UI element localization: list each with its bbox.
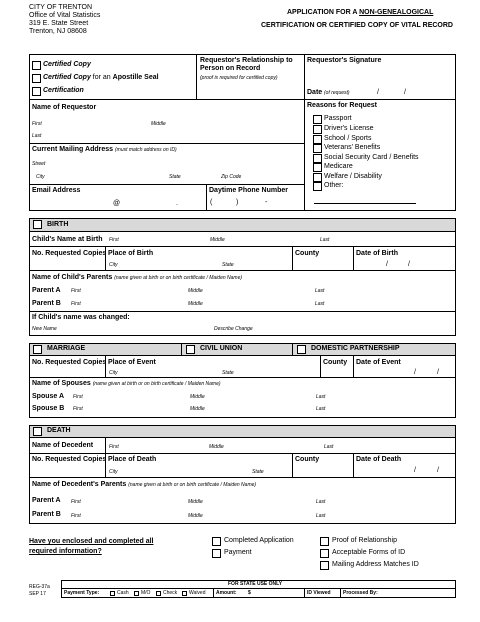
spouse-a-label: Spouse A [32, 393, 65, 400]
waived-label: Waived [189, 590, 206, 596]
form-title [287, 9, 433, 16]
parent-a-first: First [71, 288, 81, 294]
date-note: (of request) [324, 90, 350, 96]
death-header: DEATH [47, 427, 71, 434]
parent-a-middle: Middle [188, 288, 203, 294]
death-city: City [109, 469, 118, 475]
mailing-street: Street [32, 161, 46, 167]
reasons-label: Reasons for Request [307, 102, 378, 109]
phone-label: Daytime Phone Number [209, 187, 288, 194]
certification-checkbox[interactable] [32, 87, 41, 96]
reason-ssn-checkbox[interactable] [313, 154, 322, 163]
marriage-date-slash-2: / [437, 369, 439, 376]
date-slash-2: / [404, 89, 406, 96]
spouse-a-middle: Middle [190, 394, 205, 400]
decedent-parent-a-first: First [71, 499, 81, 505]
reason-passport-checkbox[interactable] [313, 115, 322, 124]
domestic-partnership-header: DOMESTIC PARTNERSHIP [311, 345, 400, 352]
apostille-label [43, 74, 159, 81]
birth-date-slash-2: / [408, 261, 410, 268]
mailing-zip: Zip Code [221, 174, 242, 180]
decedent-last: Last [324, 444, 334, 450]
child-parents-label [32, 274, 242, 281]
marriage-date-label: Date of Event [356, 359, 401, 366]
parent-a-last: Last [315, 288, 325, 294]
apostille-checkbox[interactable] [32, 74, 41, 83]
phone-open: ( [210, 199, 213, 206]
decedent-parent-b-middle: Middle [188, 513, 203, 519]
apostille-suffix: Apostille Seal [112, 74, 159, 81]
spouse-b-label: Spouse B [32, 405, 65, 412]
reason-welfare: Welfare / Disability [324, 173, 382, 180]
child-parents-note: (name given at birth or on birth certificate / Maiden Name) [114, 275, 243, 281]
reason-other-line[interactable] [314, 203, 416, 204]
amount-dollar: $ [248, 590, 251, 596]
civil-union-header: CIVIL UNION [200, 345, 243, 352]
forms-id-label: Acceptable Forms of ID [332, 549, 406, 556]
name-changed-label: If Child's name was changed: [32, 314, 130, 321]
birth-city: City [109, 262, 118, 268]
mailing-label-text: Current Mailing Address [32, 146, 114, 153]
decedent-parents-label-text: Name of Decedent's Parents [32, 481, 127, 488]
completed-application-label: Completed Application [224, 537, 294, 544]
proof-relationship-checkbox[interactable] [320, 537, 329, 546]
decedent-parent-a-label: Parent A [32, 497, 61, 504]
reason-license: Driver's License [324, 125, 374, 132]
agency-city: Trenton, NJ 08608 [29, 28, 87, 35]
agency-office: Office of Vital Statistics [29, 12, 101, 19]
decedent-name-label: Name of Decedent [32, 442, 94, 449]
civil-union-checkbox[interactable] [186, 345, 195, 354]
phone-dash: - [265, 199, 268, 206]
reason-school-checkbox[interactable] [313, 135, 322, 144]
mailing-note: (must match address on ID) [114, 147, 177, 153]
death-checkbox[interactable] [33, 427, 42, 436]
check-checkbox[interactable] [156, 591, 161, 596]
spouse-b-last: Last [316, 406, 326, 412]
child-parents-label-text: Name of Child's Parents [32, 274, 113, 281]
form-subtitle: CERTIFICATION OR CERTIFIED COPY OF VITAL RECORD [261, 22, 453, 29]
payment-checkbox[interactable] [212, 549, 221, 558]
child-name-label: Child's Name at Birth [32, 236, 103, 243]
marriage-checkbox[interactable] [33, 345, 42, 354]
decedent-parents-note: (name given at birth or on birth certificate / Maiden Name) [128, 482, 257, 488]
death-section [29, 425, 456, 524]
marriage-copies-label: No. Requested Copies [32, 359, 107, 366]
death-state: State [252, 469, 264, 475]
mo-label: M/O [141, 590, 151, 596]
amount-label: Amount: [216, 590, 237, 596]
relationship-label-2: Person on Record [200, 65, 261, 72]
parent-a-label: Parent A [32, 287, 61, 294]
form-number: REG-37a [29, 584, 50, 590]
death-date-label: Date of Death [356, 456, 402, 463]
form-revision: SEP 17 [29, 591, 46, 597]
spouses-label [32, 380, 221, 387]
agency-name: CITY OF TRENTON [29, 4, 93, 11]
new-name-label: New Name [32, 326, 57, 332]
requestor-last: Last [32, 133, 42, 139]
checklist-question-2: required information? [29, 548, 102, 555]
form-title-prefix: APPLICATION FOR A [287, 9, 360, 16]
relationship-label-1: Requestor's Relationship to [200, 57, 293, 64]
checklist-question-1: Have you enclosed and completed all [29, 538, 154, 545]
mailing-matches-checkbox[interactable] [320, 561, 329, 570]
reason-welfare-checkbox[interactable] [313, 173, 322, 182]
reason-ssn: Social Security Card / Benefits [324, 154, 419, 161]
death-date-slash-2: / [437, 467, 439, 474]
reason-other-checkbox[interactable] [313, 182, 322, 191]
completed-application-checkbox[interactable] [212, 537, 221, 546]
decedent-parent-b-label: Parent B [32, 511, 61, 518]
parent-b-last: Last [315, 301, 325, 307]
cash-label: Cash [117, 590, 129, 596]
decedent-parent-a-last: Last [316, 499, 326, 505]
mo-checkbox[interactable] [134, 591, 139, 596]
payment-label: Payment [224, 549, 252, 556]
apostille-for: for an [90, 74, 113, 81]
form-title-underlined: NON-GENEALOGICAL [359, 9, 434, 16]
decedent-parents-label [32, 481, 256, 488]
death-header-bar [29, 425, 456, 438]
death-county-label: County [295, 456, 320, 463]
date-slash-1: / [377, 89, 379, 96]
decedent-parent-b-first: First [71, 513, 81, 519]
decedent-parent-b-last: Last [316, 513, 326, 519]
state-use-label: FOR STATE USE ONLY [228, 581, 283, 587]
marriage-city: City [109, 370, 118, 376]
waived-checkbox[interactable] [182, 591, 187, 596]
certification-label: Certification [43, 87, 84, 94]
phone-close: ) [236, 199, 239, 206]
child-last: Last [320, 237, 330, 243]
spouses-note: (name given at birth or on birth certificate / Maiden Name) [92, 381, 221, 387]
decedent-first: First [109, 444, 119, 450]
birth-header-bar [29, 218, 456, 232]
relationship-note: (proof is required for certified copy) [200, 75, 278, 81]
proof-relationship-label: Proof of Relationship [332, 537, 397, 544]
spouse-b-middle: Middle [190, 406, 205, 412]
mailing-state: State [169, 174, 181, 180]
agency-street: 319 E. State Street [29, 20, 89, 27]
birth-date-slash-1: / [386, 261, 388, 268]
spouses-label-text: Name of Spouses [32, 380, 91, 387]
apostille-prefix: Certified Copy [43, 74, 91, 81]
mailing-city: City [36, 174, 45, 180]
birth-header: BIRTH [47, 221, 69, 228]
child-middle: Middle [210, 237, 225, 243]
email-dot: . [176, 200, 178, 207]
reason-medicare: Medicare [324, 163, 353, 170]
check-label: Check [163, 590, 178, 596]
spouse-a-first: First [73, 394, 83, 400]
reason-license-checkbox[interactable] [313, 125, 322, 134]
date-label: Date [307, 89, 323, 96]
reason-passport: Passport [324, 115, 352, 122]
birth-county-label: County [295, 250, 320, 257]
mailing-label [32, 146, 177, 153]
marriage-place-label: Place of Event [108, 359, 156, 366]
certified-copy-label: Certified Copy [43, 61, 91, 68]
reason-school: School / Sports [324, 135, 372, 142]
email-at: @ [113, 200, 121, 207]
spouse-a-last: Last [316, 394, 326, 400]
decedent-parent-a-middle: Middle [188, 499, 203, 505]
marriage-date-slash-1: / [414, 369, 416, 376]
describe-change-label: Describe Change [214, 326, 253, 332]
marriage-state: State [222, 370, 234, 376]
reason-other: Other: [324, 182, 344, 189]
requestor-middle: Middle [151, 121, 166, 127]
certified-copy-checkbox[interactable] [32, 61, 41, 70]
birth-state: State [222, 262, 234, 268]
mailing-matches-label: Mailing Address Matches ID [332, 561, 419, 568]
marriage-header: MARRIAGE [47, 345, 86, 352]
birth-copies-label: No. Requested Copies [32, 250, 107, 257]
domestic-partnership-checkbox[interactable] [297, 345, 306, 354]
birth-checkbox[interactable] [33, 220, 42, 229]
child-first: First [109, 237, 119, 243]
spouse-b-first: First [73, 406, 83, 412]
birth-place-label: Place of Birth [108, 250, 154, 257]
reason-veterans: Veterans' Benefits [324, 144, 381, 151]
death-place-label: Place of Death [108, 456, 157, 463]
forms-id-checkbox[interactable] [320, 549, 329, 558]
payment-type-label: Payment Type: [64, 590, 100, 596]
marriage-county-label: County [323, 359, 348, 366]
cash-checkbox[interactable] [110, 591, 115, 596]
death-date-slash-1: / [414, 467, 416, 474]
reason-medicare-checkbox[interactable] [313, 163, 322, 172]
requestor-first: First [32, 121, 42, 127]
id-viewed-label: ID Viewed [307, 590, 331, 596]
signature-label: Requestor's Signature [307, 57, 382, 64]
decedent-middle: Middle [209, 444, 224, 450]
parent-b-middle: Middle [188, 301, 203, 307]
processed-by-label: Processed By: [343, 590, 378, 596]
parent-b-first: First [71, 301, 81, 307]
requestor-name-label: Name of Requestor [32, 104, 97, 111]
parent-b-label: Parent B [32, 300, 61, 307]
death-copies-label: No. Requested Copies [32, 456, 107, 463]
reason-veterans-checkbox[interactable] [313, 144, 322, 153]
email-label: Email Address [32, 187, 81, 194]
birth-date-label: Date of Birth [356, 250, 398, 257]
